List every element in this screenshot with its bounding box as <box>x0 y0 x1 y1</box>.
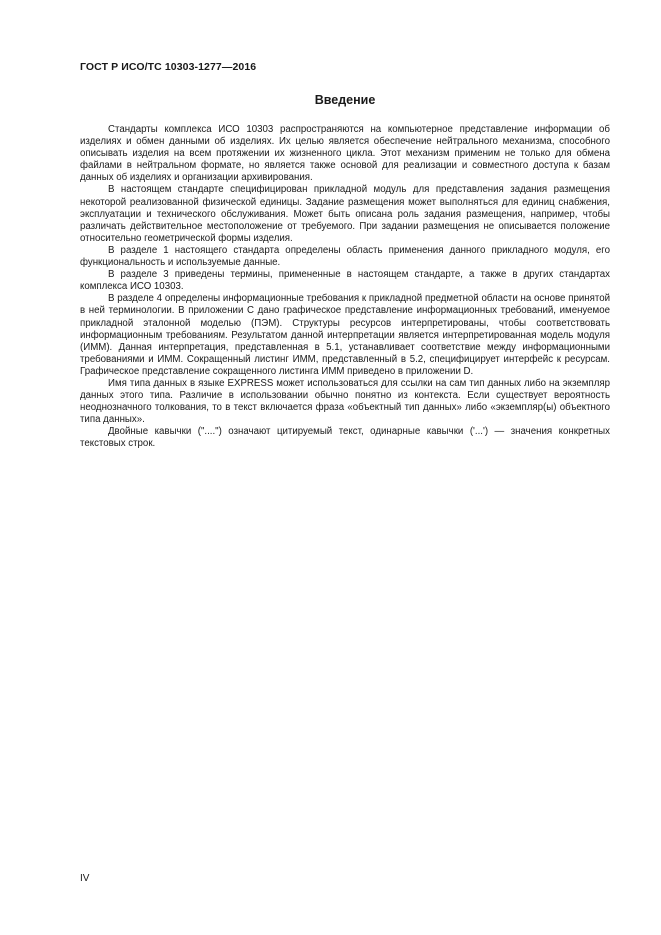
paragraph-intro: Стандарты комплекса ИСО 10303 распространяются на компьютерное представление информации об изделиях и обмен данными об изделиях. Их целью является обеспечение нейтрального механизма, способного описывать изделия на всем протяжении их жизненного цикла. Этот механизм применим не только для обмена файлами в нейтральном формате, но является также основой для реализации и совместного доступа к базам данных об изделиях и организации архивирования. <box>80 124 610 184</box>
paragraph-section-3: В разделе 3 приведены термины, примененные в настоящем стандарте, а также в других стандартах комплекса ИСО 10303. <box>80 269 610 293</box>
paragraph-quotes: Двойные кавычки ("....") означают цитируемый текст, одинарные кавычки ('...') — значения конкретных текстовых строк. <box>80 426 610 450</box>
document-header: ГОСТ Р ИСО/ТС 10303-1277—2016 <box>80 61 257 73</box>
paragraph-section-1: В разделе 1 настоящего стандарта определены область применения данного прикладного модуля, его функциональность и используемые данные. <box>80 244 610 269</box>
section-title: Введение <box>314 93 376 107</box>
page-number: IV <box>80 873 90 884</box>
body-text <box>80 124 610 451</box>
paragraph-express: Имя типа данных в языке EXPRESS может использоваться для ссылки на сам тип данных либо на экземпляр данных этого типа. Различие в использовании обычно понятно из контекста. Если существует вероятность неоднозначного толкования, то в текст включается фраза «объектный тип данных» либо «экземпляр(ы) объектного типа данных». <box>80 377 610 426</box>
paragraph-scope: В настоящем стандарте специфицирован прикладной модуль для представления задания размещения некоторой реализованной физической единицы. Задание размещения может выполняться для единиц снабжения, эксплуатации и технического обслуживания. Может быть описана роль задания размещения, например, чтобы различать действительное местоположение от требуемого. При задании размещения не описывается положение относительно геометрической формы изделия. <box>80 184 610 244</box>
paragraph-section-4: В разделе 4 определены информационные требования к прикладной предметной области на основе принятой в ней терминологии. В приложении С дано графическое представление информационных требований, именуемое прикладной эталонной моделью (ПЭМ). Структуры ресурсов интерпретированы, чтобы соответствовать информационным требованиям. Результатом данной интерпретации является интерпретированная модель модуля (ИММ). Данная интерпретация, представленная в 5.1, устанавливает соответствие между информационными требованиями и ИММ. Сокращенный листинг ИММ, представленный в 5.2, специфицирует интерфейс к ресурсам. Графическое представление сокращенного листинга ИММ приведено в приложении D. <box>80 293 610 377</box>
